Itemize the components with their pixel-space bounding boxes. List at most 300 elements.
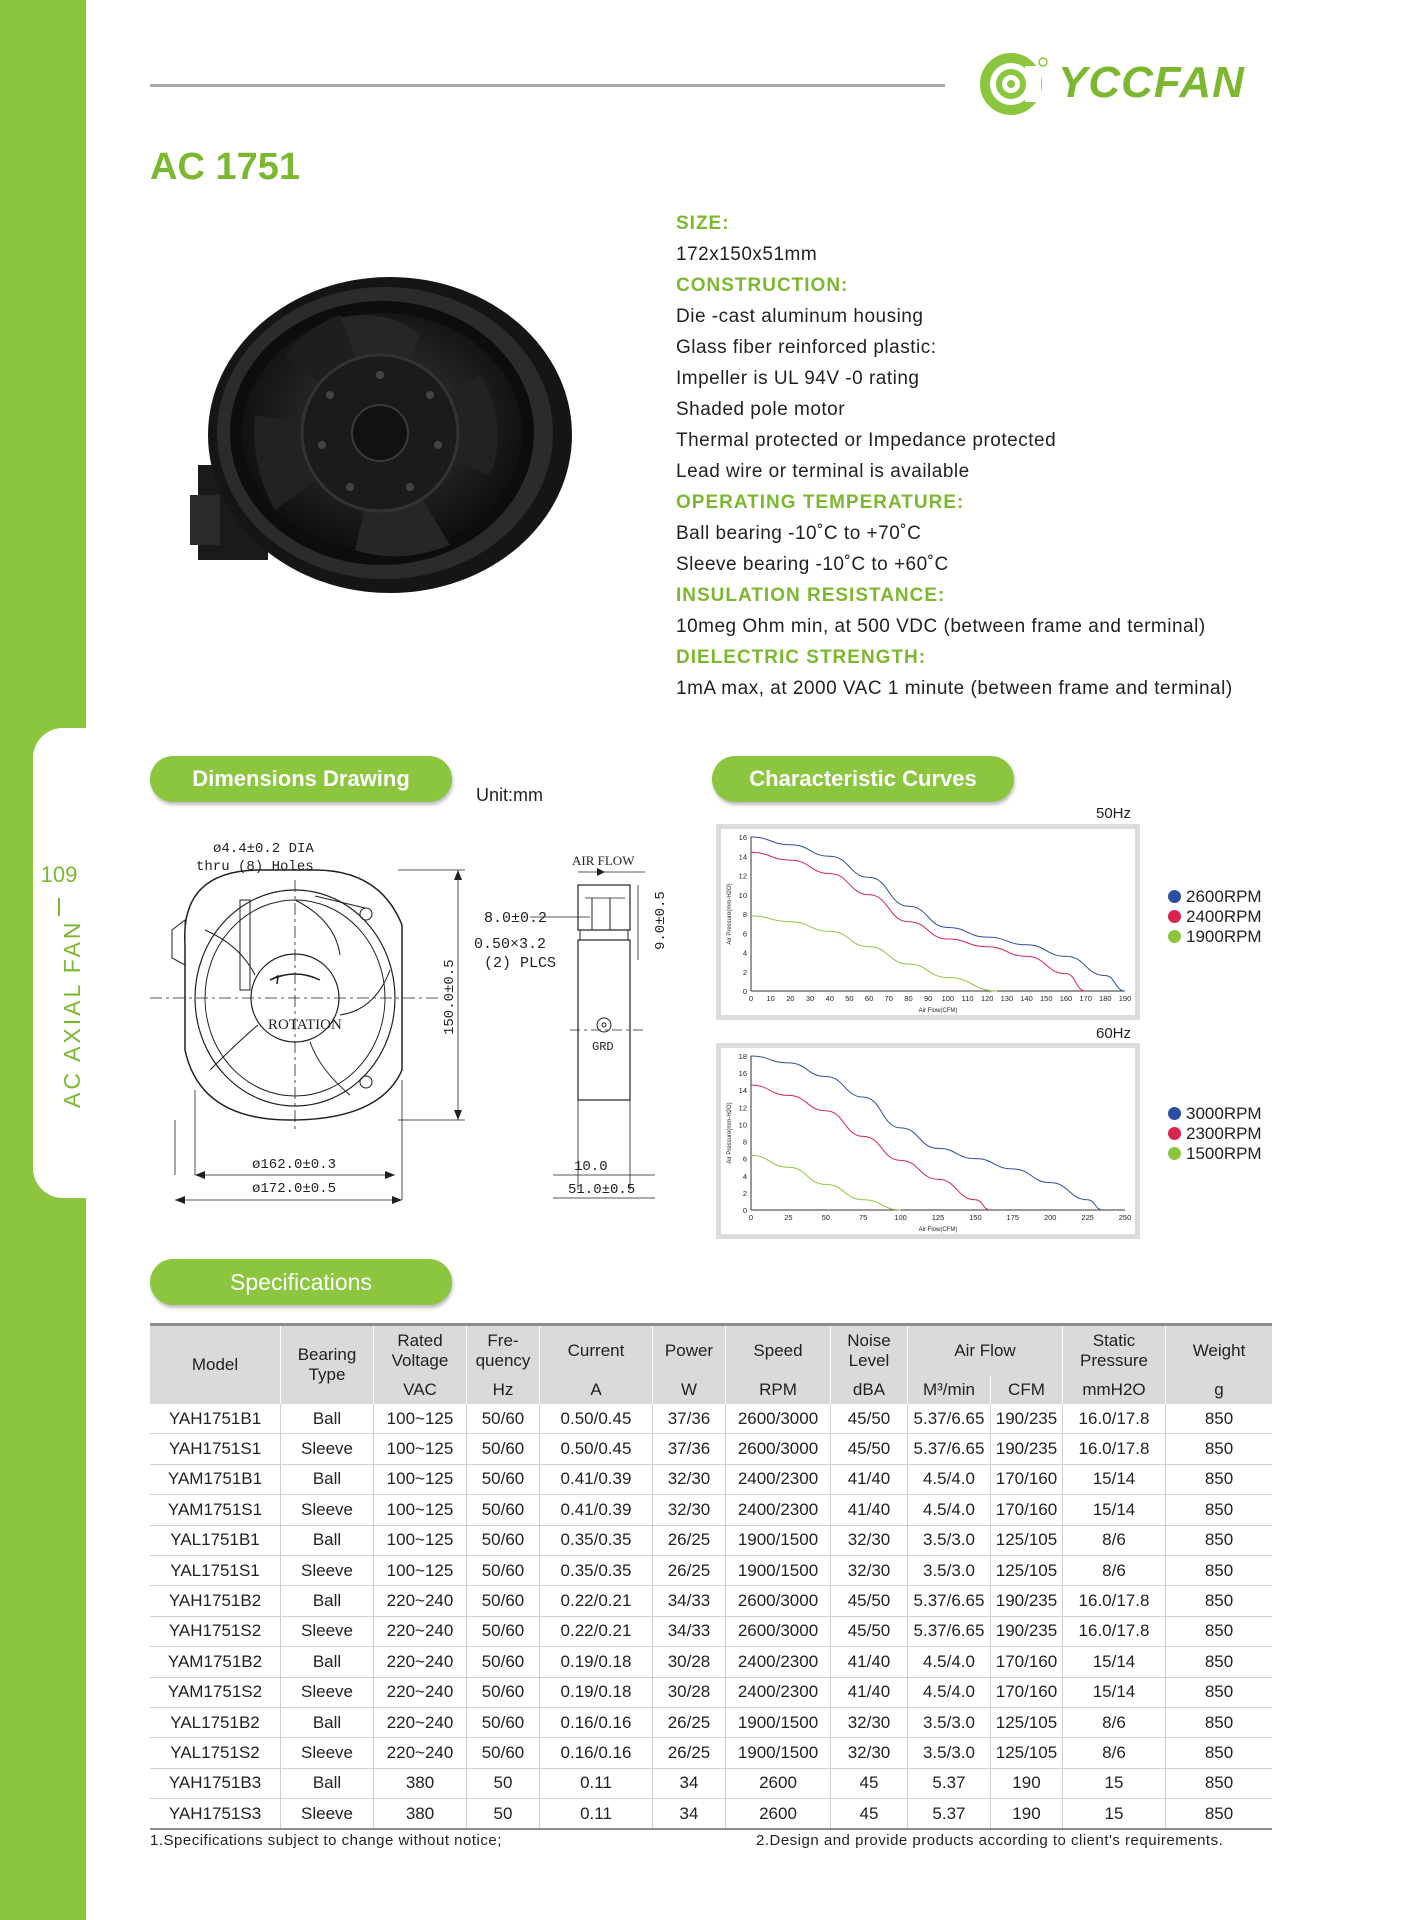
table-cell: 170/160 <box>990 1677 1062 1707</box>
table-cell: Sleeve <box>281 1495 374 1525</box>
table-cell: YAH1751S1 <box>150 1434 281 1464</box>
table-cell: 15 <box>1063 1799 1166 1830</box>
x-tick-label: 120 <box>980 994 994 1003</box>
table-cell: 32/30 <box>653 1495 726 1525</box>
table-cell: Ball <box>281 1586 374 1616</box>
table-cell: Sleeve <box>281 1677 374 1707</box>
table-cell: 34/33 <box>653 1586 726 1616</box>
col-header: Power <box>653 1325 726 1377</box>
col-header: Air Flow <box>908 1325 1063 1377</box>
table-cell: Sleeve <box>281 1799 374 1830</box>
table-cell: 50/60 <box>467 1555 540 1585</box>
table-cell: 34 <box>653 1799 726 1830</box>
unit-header: M³/min <box>908 1376 991 1404</box>
legend-label: 2600RPM <box>1186 887 1262 906</box>
table-cell: 26/25 <box>653 1555 726 1585</box>
table-cell: 30/28 <box>653 1647 726 1677</box>
spec-line: Die -cast aluminum housing <box>676 306 924 327</box>
table-cell: 100~125 <box>374 1495 467 1525</box>
specifications-section-title: Specifications <box>150 1259 452 1305</box>
x-tick-label: 130 <box>1000 994 1014 1003</box>
table-cell: 0.11 <box>540 1799 653 1830</box>
table-cell: 0.22/0.21 <box>540 1586 653 1616</box>
col-header: Fre-quency <box>467 1325 540 1377</box>
header-rule <box>150 84 945 87</box>
spec-line: 172x150x51mm <box>676 244 818 265</box>
x-tick-label: 60 <box>864 994 874 1003</box>
table-cell: 5.37/6.65 <box>908 1434 991 1464</box>
y-tick-label: 12 <box>738 1103 747 1113</box>
table-cell: 2400/2300 <box>726 1677 831 1707</box>
dimensions-section-title: Dimensions Drawing <box>150 756 452 802</box>
table-cell: 190/235 <box>990 1616 1062 1646</box>
table-cell: 45/50 <box>831 1404 908 1434</box>
legend-item <box>1168 907 1262 927</box>
y-tick-label: 6 <box>742 929 747 939</box>
table-cell: 50/60 <box>467 1738 540 1768</box>
series-line-1900RPM <box>751 916 997 991</box>
unit-header: W <box>653 1376 726 1404</box>
chart-60hz <box>721 1048 1135 1234</box>
series-line-3000RPM <box>751 1056 1103 1210</box>
table-cell: 0.41/0.39 <box>540 1464 653 1494</box>
table-cell: 850 <box>1166 1707 1273 1737</box>
table-cell: 3.5/3.0 <box>908 1525 991 1555</box>
table-cell: 8/6 <box>1063 1707 1166 1737</box>
y-tick-label: 2 <box>742 1188 747 1198</box>
table-cell: 0.50/0.45 <box>540 1404 653 1434</box>
y-tick-label: 14 <box>738 1086 747 1096</box>
table-cell: 50/60 <box>467 1677 540 1707</box>
x-axis-label: Air Flow(CFM) <box>918 1227 958 1233</box>
table-cell: YAL1751S1 <box>150 1555 281 1585</box>
spec-line: Glass fiber reinforced plastic: <box>676 337 937 358</box>
table-cell: YAH1751B1 <box>150 1404 281 1434</box>
table-row <box>150 1555 1272 1585</box>
table-row <box>150 1434 1272 1464</box>
y-tick-label: 10 <box>738 890 747 900</box>
table-cell: 220~240 <box>374 1616 467 1646</box>
table-cell: 0.19/0.18 <box>540 1677 653 1707</box>
table-cell: 3.5/3.0 <box>908 1707 991 1737</box>
y-tick-label: 10 <box>738 1120 747 1130</box>
table-cell: 0.16/0.16 <box>540 1738 653 1768</box>
table-cell: 850 <box>1166 1525 1273 1555</box>
fan-product-image <box>180 265 580 625</box>
y-tick-label: 2 <box>742 967 747 977</box>
dim-label: 8.0±0.2 <box>484 910 548 927</box>
table-cell: 190/235 <box>990 1434 1062 1464</box>
x-tick-label: 125 <box>931 1213 945 1222</box>
table-cell: 850 <box>1166 1616 1273 1646</box>
dim-label: 150.0±0.5 <box>442 959 458 1035</box>
spec-line: 1mA max, at 2000 VAC 1 minute (between frame and terminal) <box>676 678 1233 699</box>
table-cell: 100~125 <box>374 1434 467 1464</box>
table-cell: 1900/1500 <box>726 1707 831 1737</box>
spec-line: 10meg Ohm min, at 500 VDC (between frame and terminal) <box>676 616 1206 637</box>
table-cell: 850 <box>1166 1586 1273 1616</box>
table-cell: 2600/3000 <box>726 1616 831 1646</box>
y-axis-label: Air Pressure(mm-H2O) <box>727 883 733 945</box>
x-tick-label: 75 <box>859 1213 868 1222</box>
table-cell: 0.35/0.35 <box>540 1525 653 1555</box>
x-tick-label: 90 <box>923 994 933 1003</box>
col-header: Model <box>191 1355 239 1374</box>
table-cell: 8/6 <box>1063 1525 1166 1555</box>
spec-list <box>676 208 1316 704</box>
x-tick-label: 200 <box>1043 1213 1057 1222</box>
table-cell: Sleeve <box>281 1434 374 1464</box>
table-cell: 45/50 <box>831 1434 908 1464</box>
table-cell: 50/60 <box>467 1525 540 1555</box>
table-cell: 4.5/4.0 <box>908 1464 991 1494</box>
table-cell: 32/30 <box>831 1738 908 1768</box>
table-cell: 190/235 <box>990 1586 1062 1616</box>
table-cell: 125/105 <box>990 1555 1062 1585</box>
y-axis-label: Air Pressure(mm-H2O) <box>727 1102 733 1164</box>
table-cell: 380 <box>374 1799 467 1830</box>
table-cell: 190 <box>990 1799 1062 1830</box>
hole-note: ø4.4±0.2 DIA <box>213 841 314 857</box>
chart-60hz-legend <box>1168 1104 1262 1164</box>
chart-title-50hz: 50Hz <box>1096 805 1132 822</box>
table-cell: YAM1751S1 <box>150 1495 281 1525</box>
table-cell: 26/25 <box>653 1707 726 1737</box>
y-tick-label: 16 <box>738 1069 747 1079</box>
x-tick-label: 100 <box>894 1213 907 1222</box>
unit-header: mmH2O <box>1063 1376 1166 1404</box>
table-row <box>150 1464 1272 1494</box>
table-cell: 850 <box>1166 1677 1273 1707</box>
y-tick-label: 16 <box>738 833 747 842</box>
legend-label: 2400RPM <box>1186 907 1262 926</box>
table-cell: 50/60 <box>467 1495 540 1525</box>
unit-label: Unit:mm <box>476 785 543 805</box>
table-cell: 32/30 <box>831 1707 908 1737</box>
spec-heading: OPERATING TEMPERATURE: <box>676 492 965 513</box>
spec-heading: SIZE: <box>676 213 730 234</box>
table-cell: 15/14 <box>1063 1495 1166 1525</box>
table-cell: 850 <box>1166 1799 1273 1830</box>
table-cell: 850 <box>1166 1738 1273 1768</box>
table-cell: 1900/1500 <box>726 1738 831 1768</box>
legend-label: 2300RPM <box>1186 1124 1262 1143</box>
table-cell: 190 <box>990 1768 1062 1798</box>
x-tick-label: 170 <box>1079 994 1092 1003</box>
unit-header: A <box>540 1376 653 1404</box>
table-cell: 170/160 <box>990 1495 1062 1525</box>
table-cell: 37/36 <box>653 1434 726 1464</box>
col-header: Weight <box>1166 1325 1273 1377</box>
unit-header: VAC <box>374 1376 467 1404</box>
table-row <box>150 1647 1272 1677</box>
x-tick-label: 0 <box>748 994 754 1003</box>
brand-name: YCCFAN <box>1058 58 1245 107</box>
col-header: Rated Voltage <box>374 1325 467 1377</box>
table-cell: 50/60 <box>467 1707 540 1737</box>
table-cell: 50/60 <box>467 1586 540 1616</box>
table-cell: 5.37/6.65 <box>908 1586 991 1616</box>
table-cell: 45/50 <box>831 1586 908 1616</box>
x-tick-label: 10 <box>766 994 775 1003</box>
dim-label: (2) PLCS <box>484 955 557 972</box>
y-tick-label: 12 <box>738 871 747 881</box>
table-cell: 3.5/3.0 <box>908 1738 991 1768</box>
x-tick-label: 20 <box>786 994 795 1003</box>
table-cell: 850 <box>1166 1768 1273 1798</box>
table-row <box>150 1707 1272 1737</box>
chart-50hz-frame <box>716 824 1140 1020</box>
y-tick-label: 8 <box>742 1137 747 1147</box>
table-cell: YAH1751B3 <box>150 1768 281 1798</box>
table-cell: 2400/2300 <box>726 1495 831 1525</box>
table-cell: 41/40 <box>831 1464 908 1494</box>
table-cell: 100~125 <box>374 1555 467 1585</box>
dim-label: 0.50×3.2 <box>474 936 547 953</box>
y-tick-label: 0 <box>742 1206 747 1215</box>
airflow-label: AIR FLOW <box>572 853 635 868</box>
table-cell: Ball <box>281 1404 374 1434</box>
legend-item <box>1168 1124 1262 1144</box>
table-cell: YAL1751S2 <box>150 1738 281 1768</box>
table-cell: 34 <box>653 1768 726 1798</box>
x-tick-label: 100 <box>941 994 955 1003</box>
dim-label: 51.0±0.5 <box>568 1182 636 1198</box>
unit-header: CFM <box>990 1376 1062 1404</box>
dim-label: 10.0 <box>574 1159 608 1175</box>
y-tick-label: 4 <box>742 948 747 958</box>
table-cell: 0.50/0.45 <box>540 1434 653 1464</box>
spec-line: Ball bearing -10˚C to +70˚C <box>676 523 922 544</box>
table-row <box>150 1404 1272 1434</box>
table-cell: 41/40 <box>831 1647 908 1677</box>
table-row <box>150 1616 1272 1646</box>
x-tick-label: 110 <box>961 994 974 1003</box>
spec-line: Lead wire or terminal is available <box>676 461 970 482</box>
table-cell: 41/40 <box>831 1677 908 1707</box>
y-tick-label: 6 <box>742 1154 747 1164</box>
x-tick-label: 150 <box>1040 994 1053 1003</box>
table-cell: 50/60 <box>467 1434 540 1464</box>
table-cell: 850 <box>1166 1434 1273 1464</box>
table-cell: 50 <box>467 1799 540 1830</box>
x-tick-label: 190 <box>1118 994 1132 1003</box>
legend-swatch-icon <box>1168 1127 1181 1140</box>
legend-swatch-icon <box>1168 890 1181 903</box>
y-tick-label: 4 <box>742 1171 747 1181</box>
series-line-1500RPM <box>751 1155 901 1210</box>
table-cell: 8/6 <box>1063 1555 1166 1585</box>
legend-label: 1500RPM <box>1186 1144 1262 1163</box>
table-cell: 2600/3000 <box>726 1404 831 1434</box>
table-cell: 8/6 <box>1063 1738 1166 1768</box>
spec-heading: CONSTRUCTION: <box>676 275 849 296</box>
hole-note: thru (8) Holes <box>196 859 314 875</box>
table-cell: 5.37/6.65 <box>908 1616 991 1646</box>
table-cell: 850 <box>1166 1404 1273 1434</box>
series-line-2600RPM <box>751 837 1125 991</box>
table-row <box>150 1495 1272 1525</box>
table-cell: 50 <box>467 1768 540 1798</box>
col-header: Speed <box>726 1325 831 1377</box>
x-tick-label: 160 <box>1059 994 1073 1003</box>
table-cell: 0.11 <box>540 1768 653 1798</box>
table-cell: 30/28 <box>653 1677 726 1707</box>
y-tick-label: 14 <box>738 852 747 862</box>
table-row <box>150 1768 1272 1798</box>
x-tick-label: 250 <box>1118 1213 1132 1222</box>
table-cell: Ball <box>281 1647 374 1677</box>
unit-header: dBA <box>831 1376 908 1404</box>
chart-50hz <box>721 829 1135 1015</box>
table-cell: 125/105 <box>990 1738 1062 1768</box>
x-tick-label: 0 <box>748 1213 754 1222</box>
spec-line: Thermal protected or Impedance protected <box>676 430 1057 451</box>
page-number: 109 <box>40 862 78 887</box>
table-cell: 16.0/17.8 <box>1063 1586 1166 1616</box>
table-cell: 850 <box>1166 1495 1273 1525</box>
x-tick-label: 225 <box>1081 1213 1094 1222</box>
table-cell: 0.19/0.18 <box>540 1647 653 1677</box>
table-row <box>150 1525 1272 1555</box>
footnote: 1.Specifications subject to change without notice; <box>150 1832 502 1849</box>
dim-label: 9.0±0.5 <box>653 891 669 950</box>
unit-header: Hz <box>467 1376 540 1404</box>
table-cell: 850 <box>1166 1647 1273 1677</box>
x-tick-label: 140 <box>1020 994 1033 1003</box>
curves-section-title: Characteristic Curves <box>712 756 1014 802</box>
dim-label: ø162.0±0.3 <box>252 1157 337 1173</box>
table-cell: 34/33 <box>653 1616 726 1646</box>
table-cell: 850 <box>1166 1555 1273 1585</box>
table-cell: 100~125 <box>374 1404 467 1434</box>
legend-label: 1900RPM <box>1186 927 1262 946</box>
table-cell: 5.37 <box>908 1799 991 1830</box>
unit-header: RPM <box>726 1376 831 1404</box>
table-cell: 220~240 <box>374 1738 467 1768</box>
spec-line: Sleeve bearing -10˚C to +60˚C <box>676 554 949 575</box>
table-cell: 50/60 <box>467 1404 540 1434</box>
table-cell: 2600/3000 <box>726 1586 831 1616</box>
table-cell: 41/40 <box>831 1495 908 1525</box>
y-tick-label: 0 <box>742 987 747 996</box>
table-cell: 0.41/0.39 <box>540 1495 653 1525</box>
table-cell: 32/30 <box>653 1464 726 1494</box>
table-cell: 170/160 <box>990 1647 1062 1677</box>
chart-60hz-frame <box>716 1043 1140 1239</box>
table-row <box>150 1799 1272 1830</box>
unit-header: g <box>1166 1376 1273 1404</box>
x-tick-label: 150 <box>969 1213 982 1222</box>
table-cell: 50/60 <box>467 1616 540 1646</box>
table-cell: 190/235 <box>990 1404 1062 1434</box>
table-cell: 100~125 <box>374 1464 467 1494</box>
table-cell: 4.5/4.0 <box>908 1647 991 1677</box>
table-cell: Ball <box>281 1707 374 1737</box>
ground-label: GRD <box>592 1040 614 1054</box>
table-row <box>150 1677 1272 1707</box>
table-cell: 4.5/4.0 <box>908 1677 991 1707</box>
x-tick-label: 180 <box>1099 994 1112 1003</box>
table-cell: 50/60 <box>467 1464 540 1494</box>
dimensions-drawing <box>140 830 680 1210</box>
spec-line: Impeller is UL 94V -0 rating <box>676 368 920 389</box>
col-header: Current <box>540 1325 653 1377</box>
table-cell: 1900/1500 <box>726 1525 831 1555</box>
series-line-2400RPM <box>751 852 1086 991</box>
table-cell: 2400/2300 <box>726 1647 831 1677</box>
table-cell: YAM1751S2 <box>150 1677 281 1707</box>
y-tick-label: 8 <box>742 910 747 919</box>
legend-item <box>1168 887 1262 907</box>
table-cell: 125/105 <box>990 1707 1062 1737</box>
x-tick-label: 50 <box>845 994 854 1003</box>
legend-item <box>1168 1144 1262 1164</box>
spec-heading: INSULATION RESISTANCE: <box>676 585 946 606</box>
spec-heading: DIELECTRIC STRENGTH: <box>676 647 927 668</box>
table-cell: 220~240 <box>374 1707 467 1737</box>
x-tick-label: 70 <box>884 994 893 1003</box>
page-title: AC 1751 <box>150 146 300 188</box>
x-tick-label: 30 <box>805 994 815 1003</box>
chart-50hz-legend <box>1168 887 1262 947</box>
specifications-table <box>150 1323 1272 1830</box>
table-cell: 26/25 <box>653 1738 726 1768</box>
table-cell: 32/30 <box>831 1525 908 1555</box>
x-tick-label: 80 <box>904 994 913 1003</box>
table-cell: 4.5/4.0 <box>908 1495 991 1525</box>
table-cell: 220~240 <box>374 1586 467 1616</box>
table-cell: Ball <box>281 1464 374 1494</box>
table-cell: Sleeve <box>281 1616 374 1646</box>
table-cell: Ball <box>281 1525 374 1555</box>
spec-line: Shaded pole motor <box>676 399 846 420</box>
table-cell: YAH1751S3 <box>150 1799 281 1830</box>
table-cell: 850 <box>1166 1464 1273 1494</box>
table-cell: 5.37 <box>908 1768 991 1798</box>
table-cell: 220~240 <box>374 1647 467 1677</box>
table-cell: 45 <box>831 1799 908 1830</box>
table-cell: 125/105 <box>990 1525 1062 1555</box>
table-cell: 380 <box>374 1768 467 1798</box>
table-cell: 45 <box>831 1768 908 1798</box>
table-cell: 2400/2300 <box>726 1464 831 1494</box>
x-tick-label: 25 <box>784 1213 793 1222</box>
col-header: Static Pressure <box>1063 1325 1166 1377</box>
x-tick-label: 40 <box>825 994 834 1003</box>
table-cell: Sleeve <box>281 1738 374 1768</box>
legend-swatch-icon <box>1168 1107 1181 1120</box>
col-header: Noise Level <box>831 1325 908 1377</box>
table-cell: 220~240 <box>374 1677 467 1707</box>
table-cell: 5.37/6.65 <box>908 1404 991 1434</box>
rotation-label: ROTATION <box>268 1017 342 1033</box>
table-cell: 1900/1500 <box>726 1555 831 1585</box>
table-cell: 0.22/0.21 <box>540 1616 653 1646</box>
table-cell: 50/60 <box>467 1647 540 1677</box>
legend-swatch-icon <box>1168 910 1181 923</box>
table-cell: 26/25 <box>653 1525 726 1555</box>
table-cell: 2600 <box>726 1799 831 1830</box>
specifications-table-body <box>150 1404 1272 1829</box>
dim-label: ø172.0±0.5 <box>252 1181 337 1197</box>
table-row <box>150 1586 1272 1616</box>
table-cell: 15/14 <box>1063 1647 1166 1677</box>
table-cell: 15 <box>1063 1768 1166 1798</box>
table-cell: 45/50 <box>831 1616 908 1646</box>
col-header: Bearing Type <box>281 1325 374 1405</box>
table-cell: 2600/3000 <box>726 1434 831 1464</box>
